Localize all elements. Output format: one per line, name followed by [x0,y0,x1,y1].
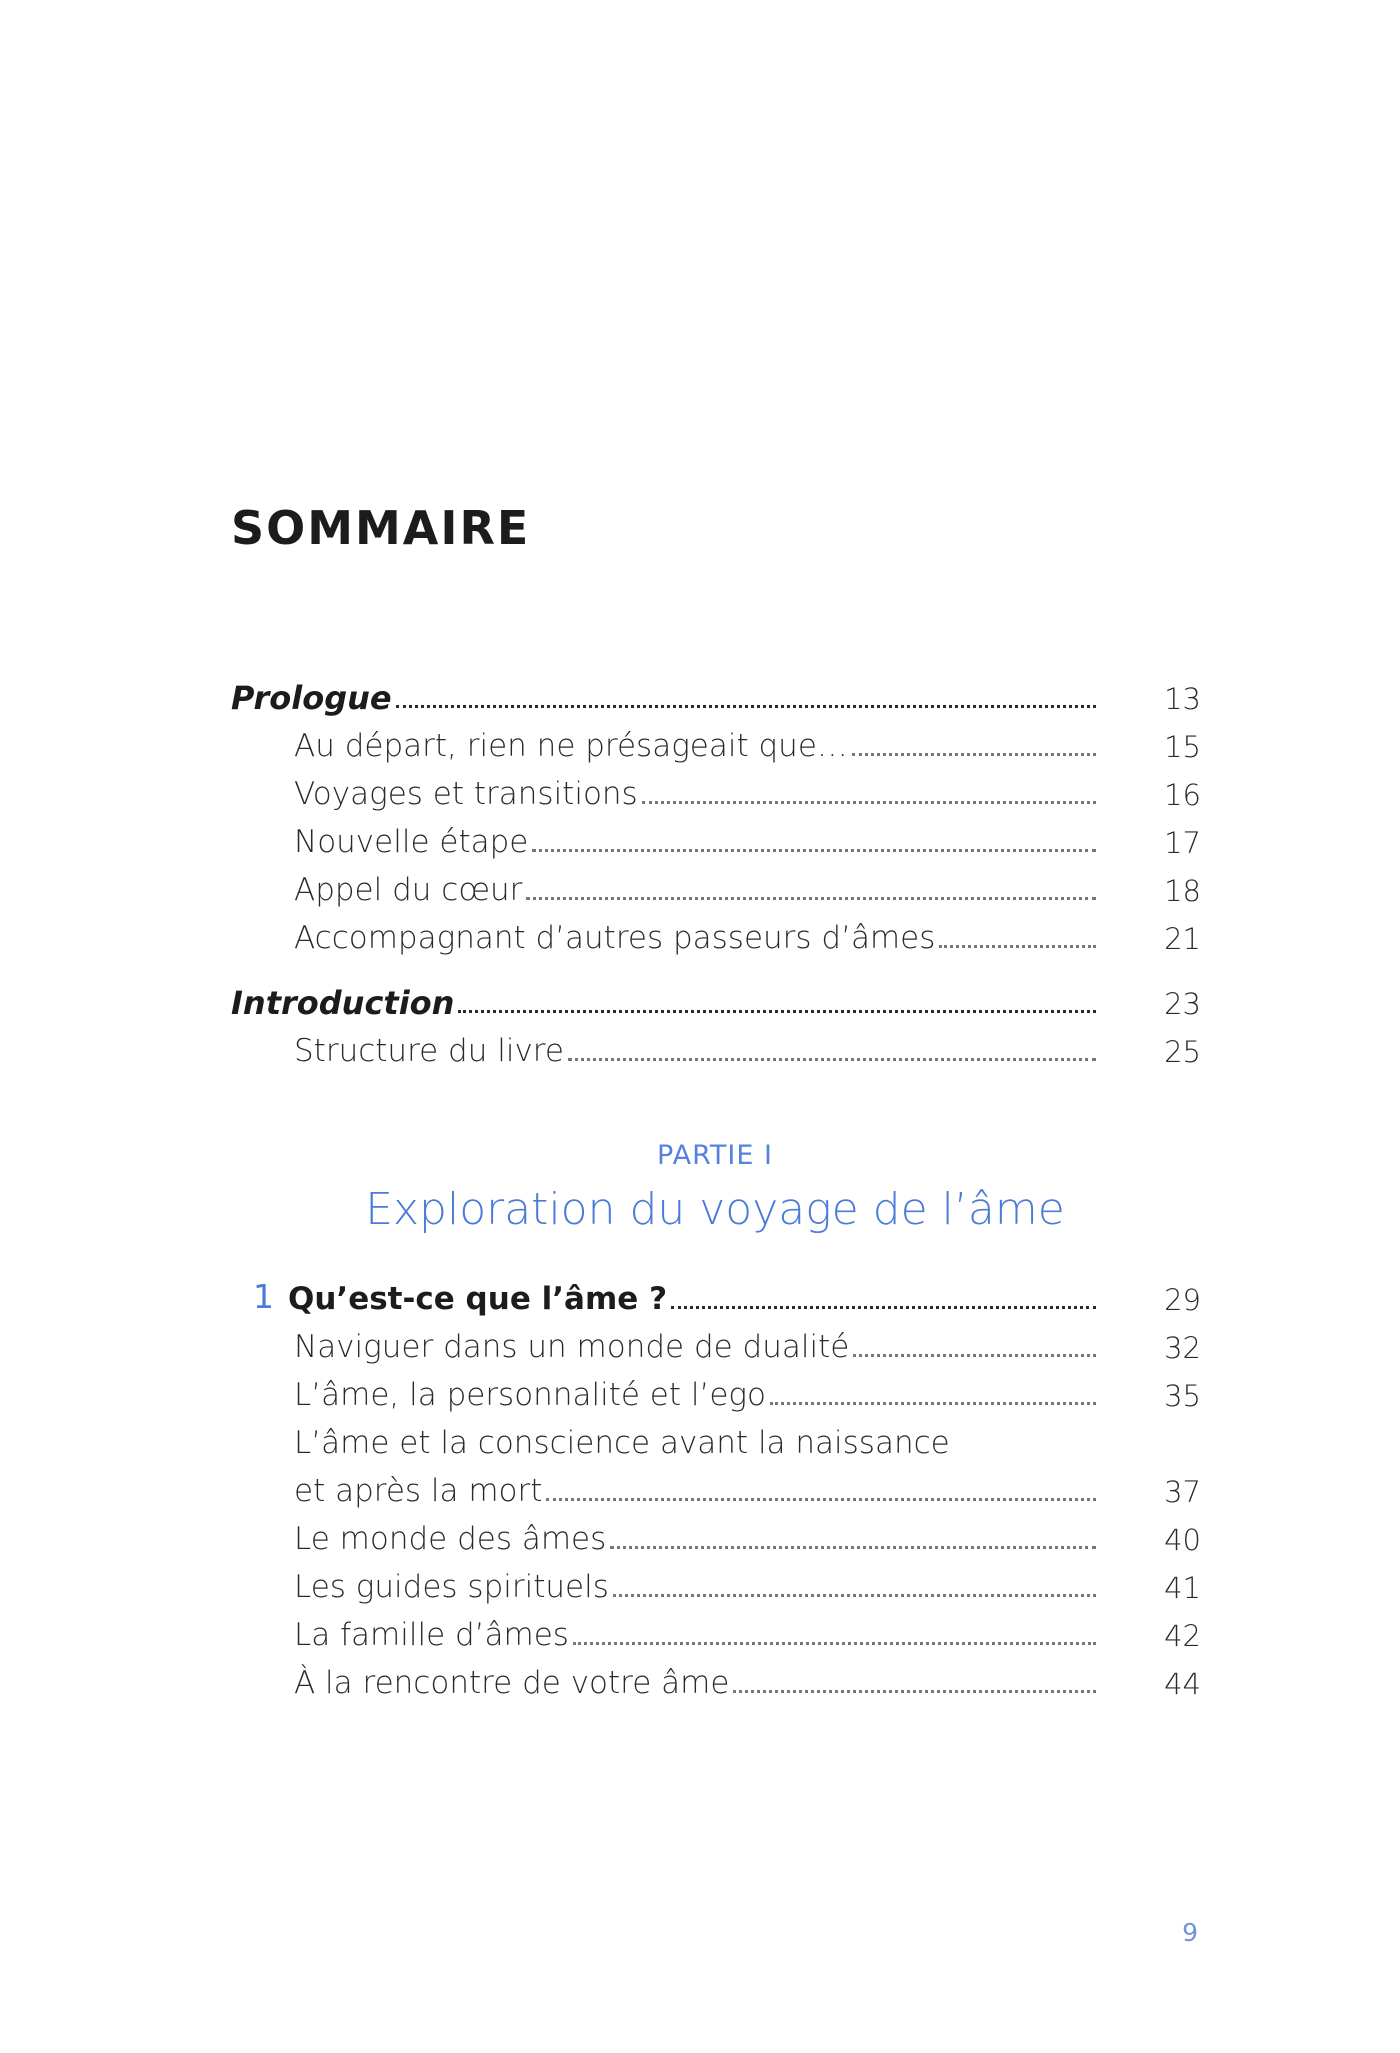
toc-page-number: 42 [1164,1619,1201,1653]
toc-page-number: 15 [1164,730,1201,764]
toc-entry[interactable] [231,914,1211,958]
toc-entry-line-2[interactable] [231,1467,1211,1511]
toc-page-number: 23 [1164,987,1201,1021]
toc-page-number: 18 [1164,874,1201,908]
toc-entry-label: Prologue [231,679,392,717]
toc-entry-label: Au départ, rien ne présageait que… [294,728,848,764]
toc-page-number: 41 [1164,1571,1201,1605]
dot-leader [396,705,1096,708]
page-title: SOMMAIRE [231,501,531,555]
toc-entry[interactable] [231,1515,1211,1559]
dot-leader [573,1642,1096,1645]
toc-entry-label: L’âme et la conscience avant la naissance [294,1425,950,1461]
toc-entry-chapter-1[interactable] [231,1275,1211,1319]
dot-leader [568,1058,1096,1061]
dot-leader [532,849,1096,852]
toc-entry-label: Accompagnant d’autres passeurs d’âmes [294,920,936,956]
toc-entry[interactable] [231,722,1211,766]
toc-page-number: 17 [1164,826,1201,860]
toc-entry-line-1[interactable] [231,1419,1211,1463]
toc-entry[interactable] [231,1659,1211,1703]
dot-leader [852,753,1096,756]
dot-leader [939,945,1096,948]
toc-page-number: 35 [1164,1379,1201,1413]
toc-entry-label: Les guides spirituels [294,1569,609,1605]
toc-entry[interactable] [231,770,1211,814]
toc-entry-label: Structure du livre [294,1033,564,1069]
dot-leader [733,1690,1096,1693]
toc-page-number: 29 [1164,1283,1201,1317]
toc-entry-introduction[interactable] [231,979,1211,1023]
dot-leader [853,1354,1096,1357]
toc-entry-label-continued: et après la mort [294,1473,543,1509]
toc-entry-label: Le monde des âmes [294,1521,607,1557]
toc-entry-prologue[interactable] [231,674,1211,718]
toc-entry[interactable] [231,818,1211,862]
chapter-number: 1 [253,1277,274,1316]
toc-entry[interactable] [231,1371,1211,1415]
toc-entry[interactable] [231,1323,1211,1367]
toc-entry[interactable] [231,1563,1211,1607]
dot-leader [671,1306,1096,1309]
toc-entry-label: Voyages et transitions [294,776,638,812]
page-number: 9 [1182,1918,1198,1947]
toc-entry-label: Introduction [231,984,455,1022]
toc-entry-label: La famille d’âmes [294,1617,569,1653]
toc-page-number: 44 [1164,1667,1201,1701]
toc-entry-label: Qu’est-ce que l’âme ? [288,1281,668,1317]
dot-leader [613,1594,1096,1597]
toc-page-number: 16 [1164,778,1201,812]
toc-entry-label: Naviguer dans un monde de dualité [294,1329,850,1365]
toc-entry-label: Appel du cœur [294,872,523,908]
toc-page-number: 32 [1164,1331,1201,1365]
part-title: Exploration du voyage de l’âme [365,1184,1065,1235]
toc-entry[interactable] [231,1611,1211,1655]
toc-entry-label: Nouvelle étape [294,824,529,860]
dot-leader [642,801,1096,804]
toc-entry-label: L’âme, la personnalité et l’ego [294,1377,766,1413]
dot-leader [610,1546,1096,1549]
toc-entry[interactable] [231,1027,1211,1071]
toc-page-number: 40 [1164,1523,1201,1557]
dot-leader [526,897,1096,900]
dot-leader [458,1010,1096,1013]
part-label: PARTIE I [657,1140,773,1171]
toc-page-number: 37 [1164,1475,1201,1509]
toc-page-number: 25 [1164,1035,1201,1069]
toc-page-number: 21 [1164,922,1201,956]
dot-leader [770,1402,1096,1405]
toc-page-number: 13 [1164,682,1201,716]
dot-leader [546,1498,1096,1501]
toc-entry-label: À la rencontre de votre âme [294,1665,730,1701]
toc-entry[interactable] [231,866,1211,910]
